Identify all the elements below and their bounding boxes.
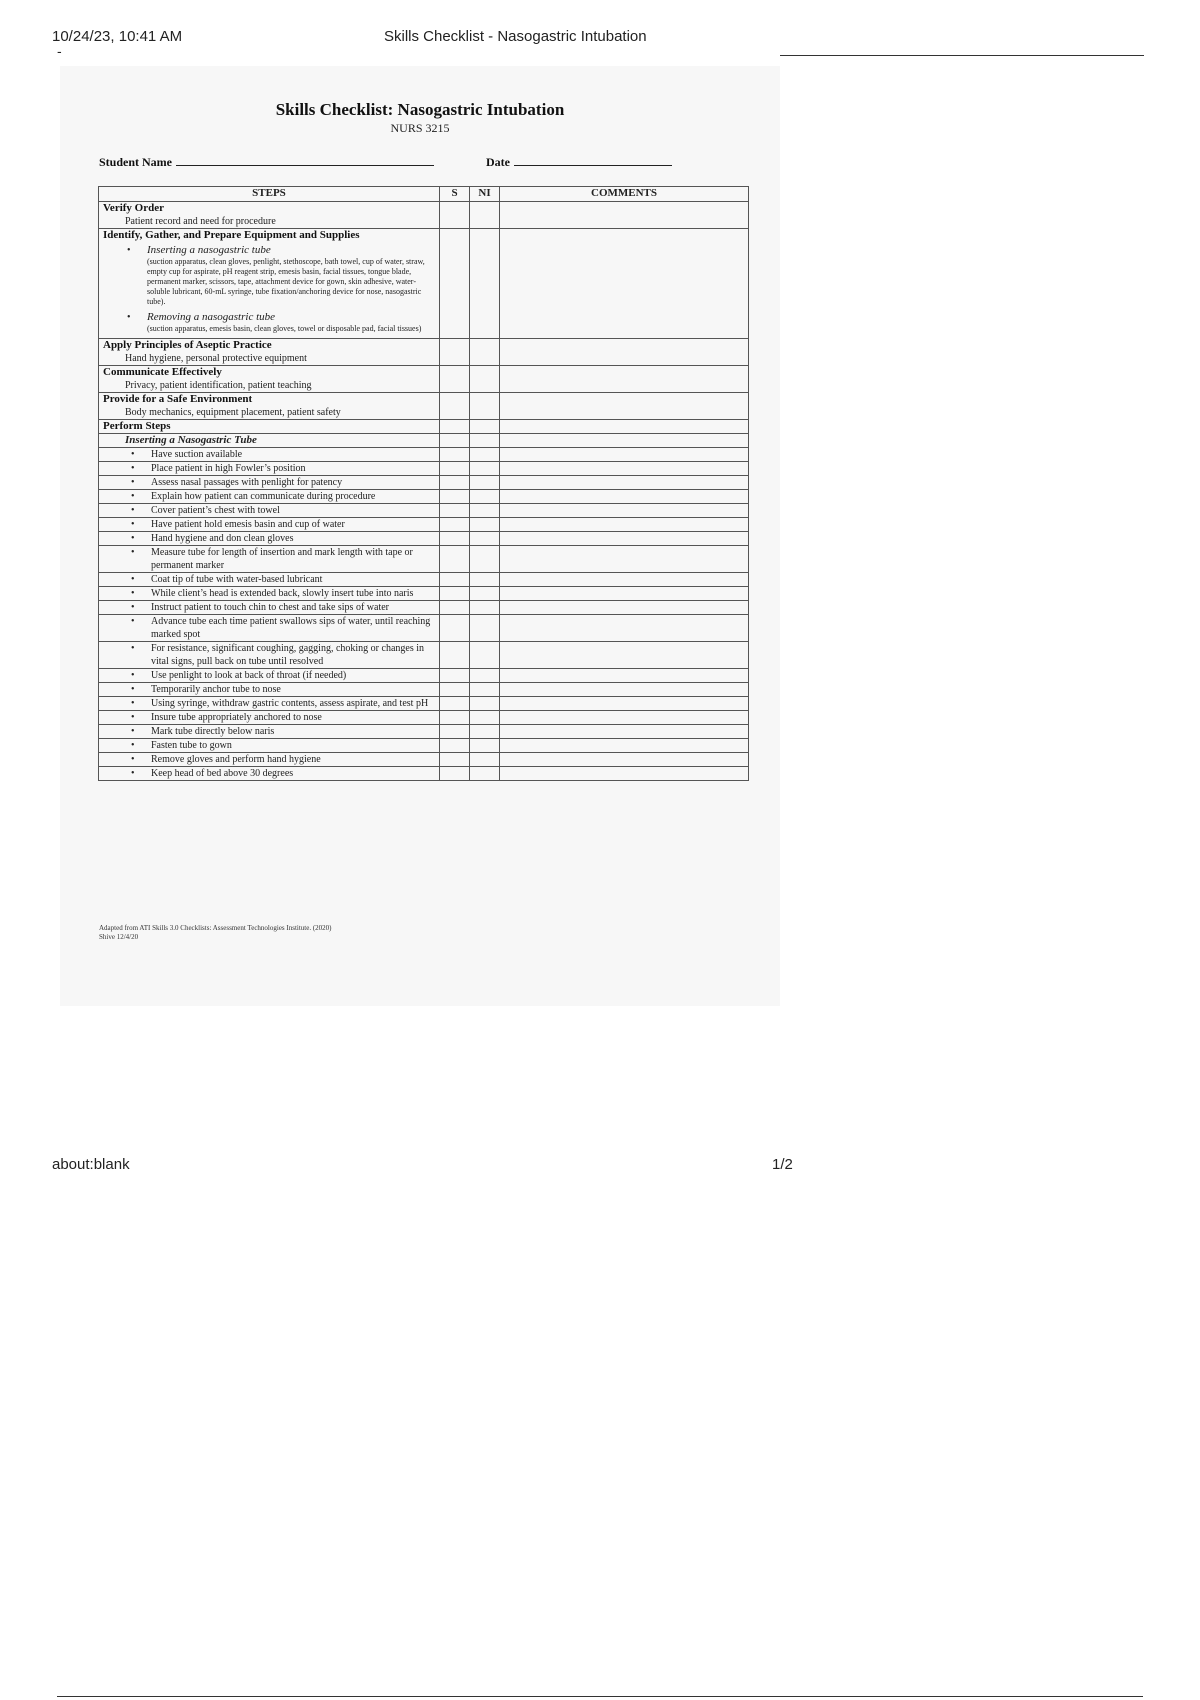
step-item: • Use penlight to look at back of throat (if needed) — [103, 669, 435, 682]
steps-header: STEPS — [99, 187, 440, 202]
table-row — [99, 573, 749, 587]
table-row — [99, 601, 749, 615]
table-row — [99, 420, 749, 434]
attribution — [99, 924, 332, 942]
equipment-item-detail: (suction apparatus, clean gloves, penlight, stethoscope, bath towel, cup of water, straw, empty cup for aspirate, pH reagent strip, emesis basin, facial tissues, tongue blade, permanent marker, scissors, tape, attachment device for gown, skin adhesive, water-soluble lubricant, 60-mL syringe, tube fixation/anchoring device for nose, nasogastric tube). — [147, 257, 425, 306]
table-row — [99, 683, 749, 697]
header-mark: - — [57, 43, 62, 59]
subsection-heading: Inserting a Nasogastric Tube — [125, 434, 257, 446]
table-row — [99, 202, 749, 229]
step-item: • Assess nasal passages with penlight for patency — [103, 476, 435, 489]
comments-header: COMMENTS — [500, 187, 749, 202]
table-row — [99, 339, 749, 366]
perform-steps-body — [99, 448, 749, 781]
equipment-list — [103, 244, 435, 334]
section-heading: Identify, Gather, and Prepare Equipment and Supplies — [103, 229, 360, 241]
section-heading: Verify Order — [103, 202, 164, 214]
date-field — [486, 155, 672, 170]
print-page-title: Skills Checklist - Nasogastric Intubation — [384, 28, 647, 45]
attribution-source: Adapted from ATI Skills 3.0 Checklists: Assessment Technologies Institute. (2020) — [99, 924, 332, 932]
table-row — [99, 587, 749, 601]
step-item: • Have suction available — [103, 448, 435, 461]
table-row — [99, 767, 749, 781]
date-label: Date — [486, 155, 510, 169]
step-item: • While client’s head is extended back, slowly insert tube into naris — [103, 587, 435, 600]
table-row — [99, 532, 749, 546]
student-name-field — [99, 155, 434, 170]
list-item — [103, 244, 435, 307]
student-name-line — [176, 155, 434, 166]
section-detail: Body mechanics, equipment placement, patient safety — [125, 407, 341, 418]
table-row — [99, 546, 749, 573]
table-row — [99, 753, 749, 767]
step-item: • Place patient in high Fowler’s position — [103, 462, 435, 475]
step-item: • Remove gloves and perform hand hygiene — [103, 753, 435, 766]
step-item: • Temporarily anchor tube to nose — [103, 683, 435, 696]
ni-header: NI — [470, 187, 500, 202]
course-code: NURS 3215 — [390, 121, 450, 135]
step-item: • For resistance, significant coughing, gagging, choking or changes in vital signs, pull back on tube until resolved — [103, 642, 435, 668]
step-item: • Coat tip of tube with water-based lubricant — [103, 573, 435, 586]
section-detail: Patient record and need for procedure — [125, 216, 276, 227]
header-rule — [780, 55, 1144, 56]
step-item: • Advance tube each time patient swallows sips of water, until reaching marked spot — [103, 615, 435, 641]
step-item: • Instruct patient to touch chin to chest and take sips of water — [103, 601, 435, 614]
attribution-revision: Shive 12/4/20 — [99, 933, 139, 941]
table-row — [99, 711, 749, 725]
equipment-item-label: Inserting a nasogastric tube — [147, 244, 271, 256]
table-row — [99, 504, 749, 518]
table-row — [99, 229, 749, 339]
date-line — [514, 155, 672, 166]
table-row — [99, 366, 749, 393]
checklist-sheet — [60, 66, 780, 1006]
equipment-item-label: Removing a nasogastric tube — [147, 311, 276, 323]
table-row — [99, 434, 749, 448]
table-header-row — [99, 187, 749, 202]
document-title: Skills Checklist: Nasogastric Intubation — [275, 100, 565, 119]
student-name-label: Student Name — [99, 155, 173, 169]
table-row — [99, 697, 749, 711]
list-item — [103, 311, 435, 334]
table-row — [99, 669, 749, 683]
table-row — [99, 642, 749, 669]
step-item: • Measure tube for length of insertion and mark length with tape or permanent marker — [103, 546, 435, 572]
step-item: • Hand hygiene and don clean gloves — [103, 532, 435, 545]
print-page-number: 1/2 — [772, 1156, 793, 1173]
section-heading: Communicate Effectively — [103, 366, 222, 378]
table-row — [99, 518, 749, 532]
table-row — [99, 725, 749, 739]
print-url: about:blank — [52, 1156, 130, 1173]
table-row — [99, 615, 749, 642]
footer-rule — [57, 1696, 1143, 1697]
step-item: • Insure tube appropriately anchored to nose — [103, 711, 435, 724]
step-item: • Fasten tube to gown — [103, 739, 435, 752]
section-detail: Privacy, patient identification, patient teaching — [125, 380, 312, 391]
equipment-item-detail: (suction apparatus, emesis basin, clean gloves, towel or disposable pad, facial tissues) — [147, 324, 422, 333]
step-item: • Using syringe, withdraw gastric contents, assess aspirate, and test pH — [103, 697, 435, 710]
s-header: S — [440, 187, 470, 202]
section-heading: Provide for a Safe Environment — [103, 393, 253, 405]
step-item: • Mark tube directly below naris — [103, 725, 435, 738]
print-timestamp: 10/24/23, 10:41 AM — [52, 28, 183, 45]
table-row — [99, 462, 749, 476]
step-item: • Cover patient’s chest with towel — [103, 504, 435, 517]
section-heading: Perform Steps — [103, 420, 171, 432]
table-row — [99, 490, 749, 504]
section-heading: Apply Principles of Aseptic Practice — [103, 339, 272, 351]
table-row — [99, 739, 749, 753]
table-row — [99, 393, 749, 420]
table-row — [99, 476, 749, 490]
table-row — [99, 448, 749, 462]
checklist-table — [98, 186, 749, 781]
section-detail: Hand hygiene, personal protective equipment — [125, 353, 307, 364]
step-item: • Keep head of bed above 30 degrees — [103, 767, 435, 780]
step-item: • Explain how patient can communicate during procedure — [103, 490, 435, 503]
step-item: • Have patient hold emesis basin and cup of water — [103, 518, 435, 531]
